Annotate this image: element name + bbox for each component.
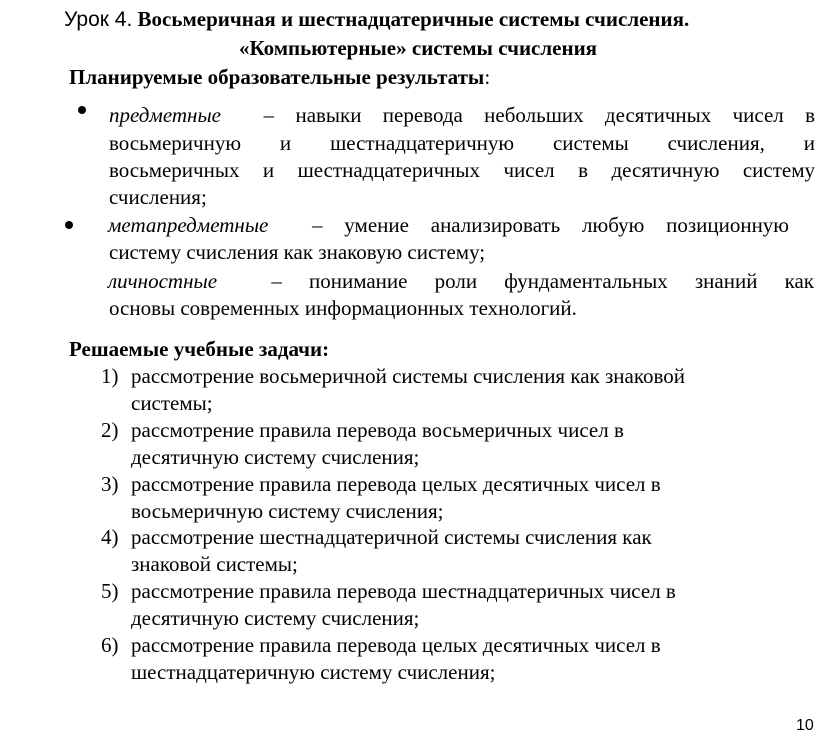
task-number: 6) bbox=[101, 633, 119, 657]
task-line-2: восьмеричную систему счисления; bbox=[131, 499, 444, 523]
task-line-1: рассмотрение правила перевода шестнадцатеричных чисел в bbox=[131, 579, 676, 603]
outcome-metasubject-line-2: систему счисления как знаковую систему; bbox=[109, 240, 486, 264]
task-number: 3) bbox=[101, 472, 119, 496]
outcome-metasubject-text-1: – умение анализировать любую позиционную bbox=[312, 213, 790, 237]
bullet-icon bbox=[78, 106, 86, 114]
task-line-2: знаковой системы; bbox=[131, 552, 298, 576]
outcome-subject-term: предметные bbox=[109, 103, 221, 127]
task-line-1: рассмотрение восьмеричной системы счисления как знаковой bbox=[131, 364, 685, 388]
task-line-1: рассмотрение правила перевода восьмеричных чисел в bbox=[131, 418, 624, 442]
outcome-personal-line-2: основы современных информационных технологий. bbox=[109, 296, 577, 320]
task-line-2: десятичную систему счисления; bbox=[131, 445, 420, 469]
outcome-personal-text-1: – понимание роли фундаментальных знаний как bbox=[271, 269, 814, 293]
outcome-personal-line-1 bbox=[108, 267, 814, 295]
task-line-1: рассмотрение правила перевода целых десятичных чисел в bbox=[131, 472, 661, 496]
outcome-metasubject-term: метапредметные bbox=[108, 213, 269, 237]
task-line-2: шестнадцатеричную систему счисления; bbox=[131, 660, 496, 684]
outcome-metasubject-line-1 bbox=[108, 211, 789, 239]
outcome-subject-line-3: восьмеричных и шестнадцатеричных чисел в десятичную систему bbox=[109, 158, 815, 182]
task-line-2: системы; bbox=[131, 391, 213, 415]
outcome-subject-line-4: счисления; bbox=[109, 185, 207, 209]
outcomes-heading-colon: : bbox=[484, 65, 491, 89]
page-number: 10 bbox=[796, 717, 814, 734]
outcomes-heading-text: Планируемые образовательные результаты bbox=[69, 65, 485, 89]
outcome-subject-line-1 bbox=[109, 101, 815, 129]
tasks-heading: Решаемые учебные задачи: bbox=[69, 337, 330, 361]
outcome-personal-term: личностные bbox=[108, 269, 218, 293]
outcome-subject-text-1: – навыки перевода небольших десятичных чисел в bbox=[263, 103, 815, 127]
title-line-2: «Компьютерные» системы счисления bbox=[238, 36, 598, 60]
task-number: 2) bbox=[101, 418, 119, 442]
lesson-label: Урок 4. bbox=[64, 8, 133, 31]
task-number: 4) bbox=[101, 525, 119, 549]
bullet-icon bbox=[65, 221, 73, 229]
page-title bbox=[64, 4, 784, 35]
task-line-1: рассмотрение правила перевода целых десятичных чисел в bbox=[131, 633, 661, 657]
task-line-1: рассмотрение шестнадцатеричной системы счисления как bbox=[131, 525, 652, 549]
title-line-1: Восьмеричная и шестнадцатеричные системы счисления. bbox=[137, 7, 690, 31]
outcomes-heading bbox=[69, 63, 490, 91]
task-number: 1) bbox=[101, 364, 119, 388]
outcome-subject-line-2: восьмеричную и шестнадцатеричную системы счисления, и bbox=[109, 131, 815, 155]
task-line-2: десятичную систему счисления; bbox=[131, 606, 420, 630]
task-number: 5) bbox=[101, 579, 119, 603]
